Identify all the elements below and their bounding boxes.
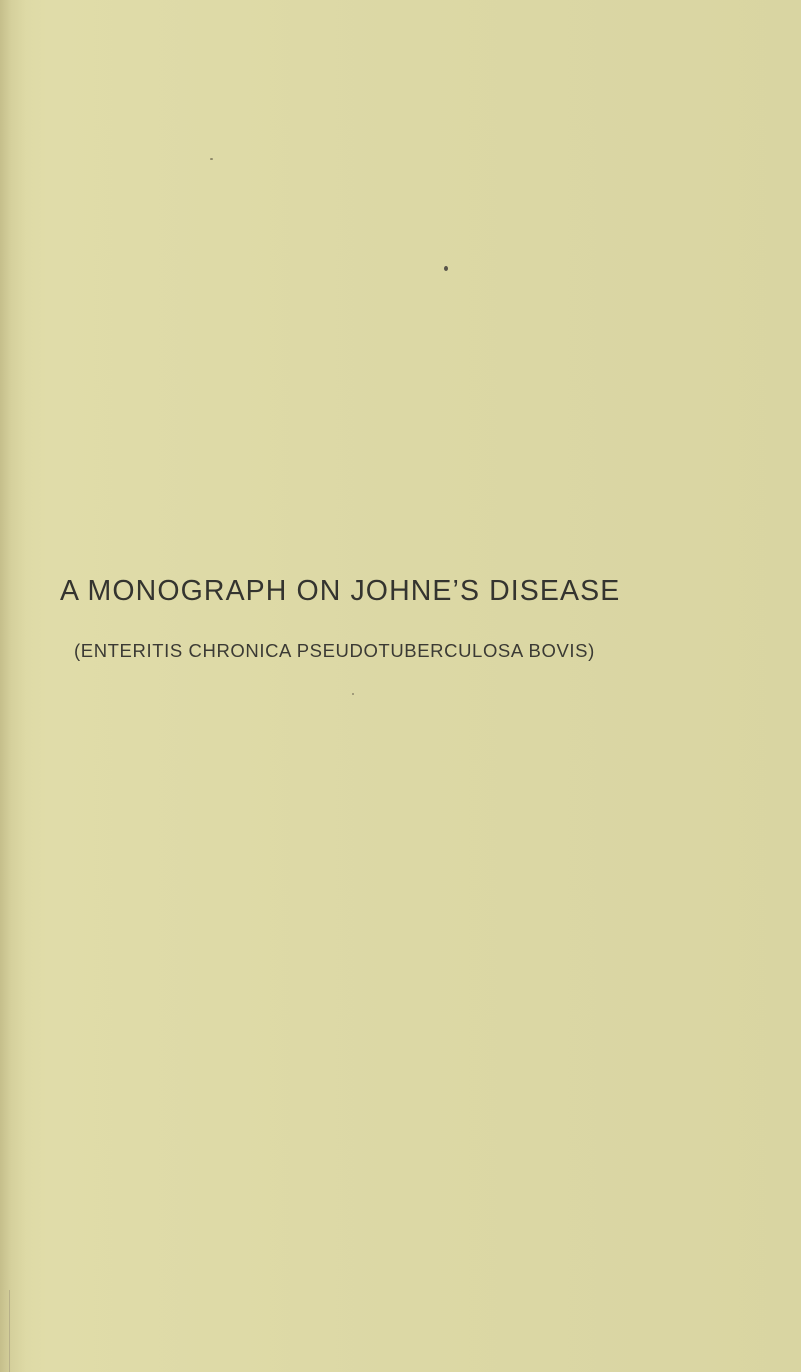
spine-line: [9, 1290, 10, 1372]
ink-speck: [444, 266, 448, 271]
book-title: A MONOGRAPH ON JOHNE’S DISEASE: [60, 575, 621, 607]
spine-shadow: [0, 0, 28, 1372]
ink-speck: [352, 693, 354, 695]
book-subtitle: (ENTERITIS CHRONICA PSEUDOTUBERCULOSA BOVIS): [74, 640, 595, 661]
ink-speck: [210, 158, 213, 160]
